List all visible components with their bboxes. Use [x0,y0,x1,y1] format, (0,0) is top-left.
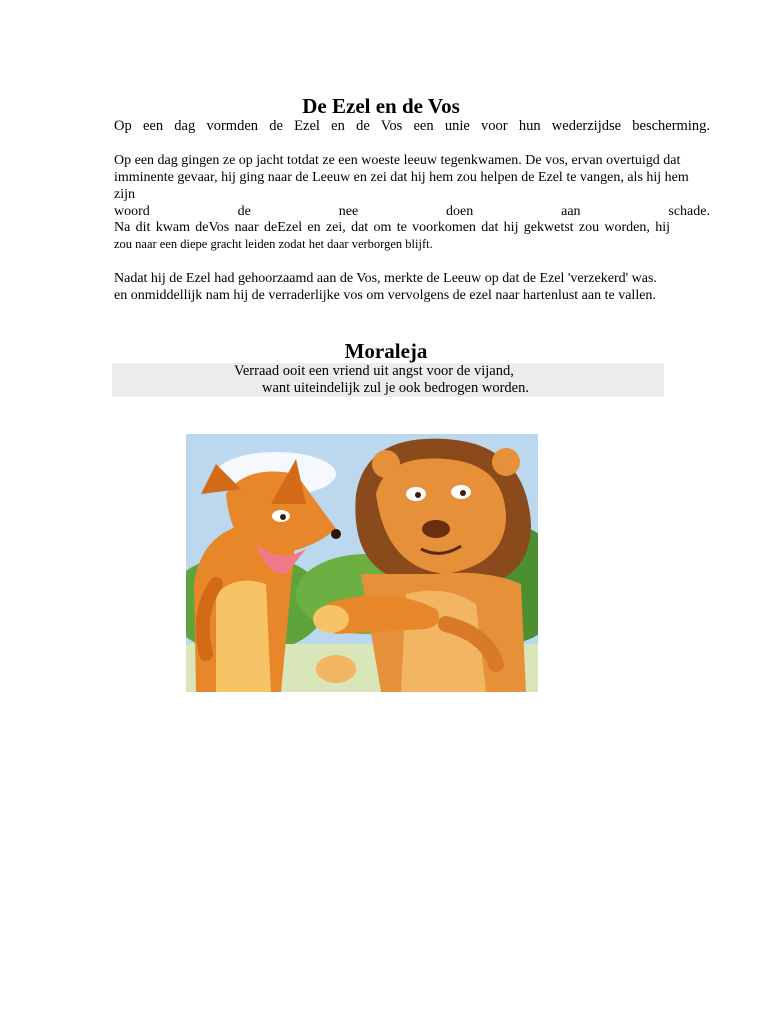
paragraph-4-line-1: Nadat hij de Ezel had gehoorzaamd aan de Vos, merkte de Leeuw op dat de Ezel 'verzekerd' was. [114,271,657,286]
moral-line-2: want uiteindelijk zul je ook bedrogen worden. [262,380,529,396]
page-title: De Ezel en de Vos [302,94,460,118]
paragraph-4-line-2: en onmiddellijk nam hij de verraderlijke vos om vervolgens de ezel naar hartenlust aan te vallen. [114,288,656,303]
fox-and-lion-illustration [186,434,538,692]
paragraph-3-line-2: zou naar een diepe gracht leiden zodat het daar verborgen blijft. [114,237,433,251]
paragraph-1: Op een dag vormden de Ezel en de Vos een unie voor hun wederzijdse bescherming. [114,118,710,134]
paragraph-3-line-1: Na dit kwam deVos naar deEzel en zei, dat om te voorkomen dat hij gekwetst zou worden, hij [114,220,670,235]
moral-line-1: Verraad ooit een vriend uit angst voor de vijand, [234,363,514,379]
paragraph-4 [114,270,684,304]
paragraph-2-line-3: woord de nee doen aan schade. [114,204,710,219]
paragraph-2-line-1: Op een dag gingen ze op jacht totdat ze een woeste leeuw tegenkwamen. De vos, ervan overtuigd dat [114,153,681,168]
moral-title: Moraleja [344,339,428,363]
paragraph-2 [114,152,710,220]
paragraph-3 [114,219,670,253]
paragraph-2-line-2: imminente gevaar, hij ging naar de Leeuw en zei dat hij hem zou helpen de Ezel te vangen, als hij hem zijn [114,170,689,202]
